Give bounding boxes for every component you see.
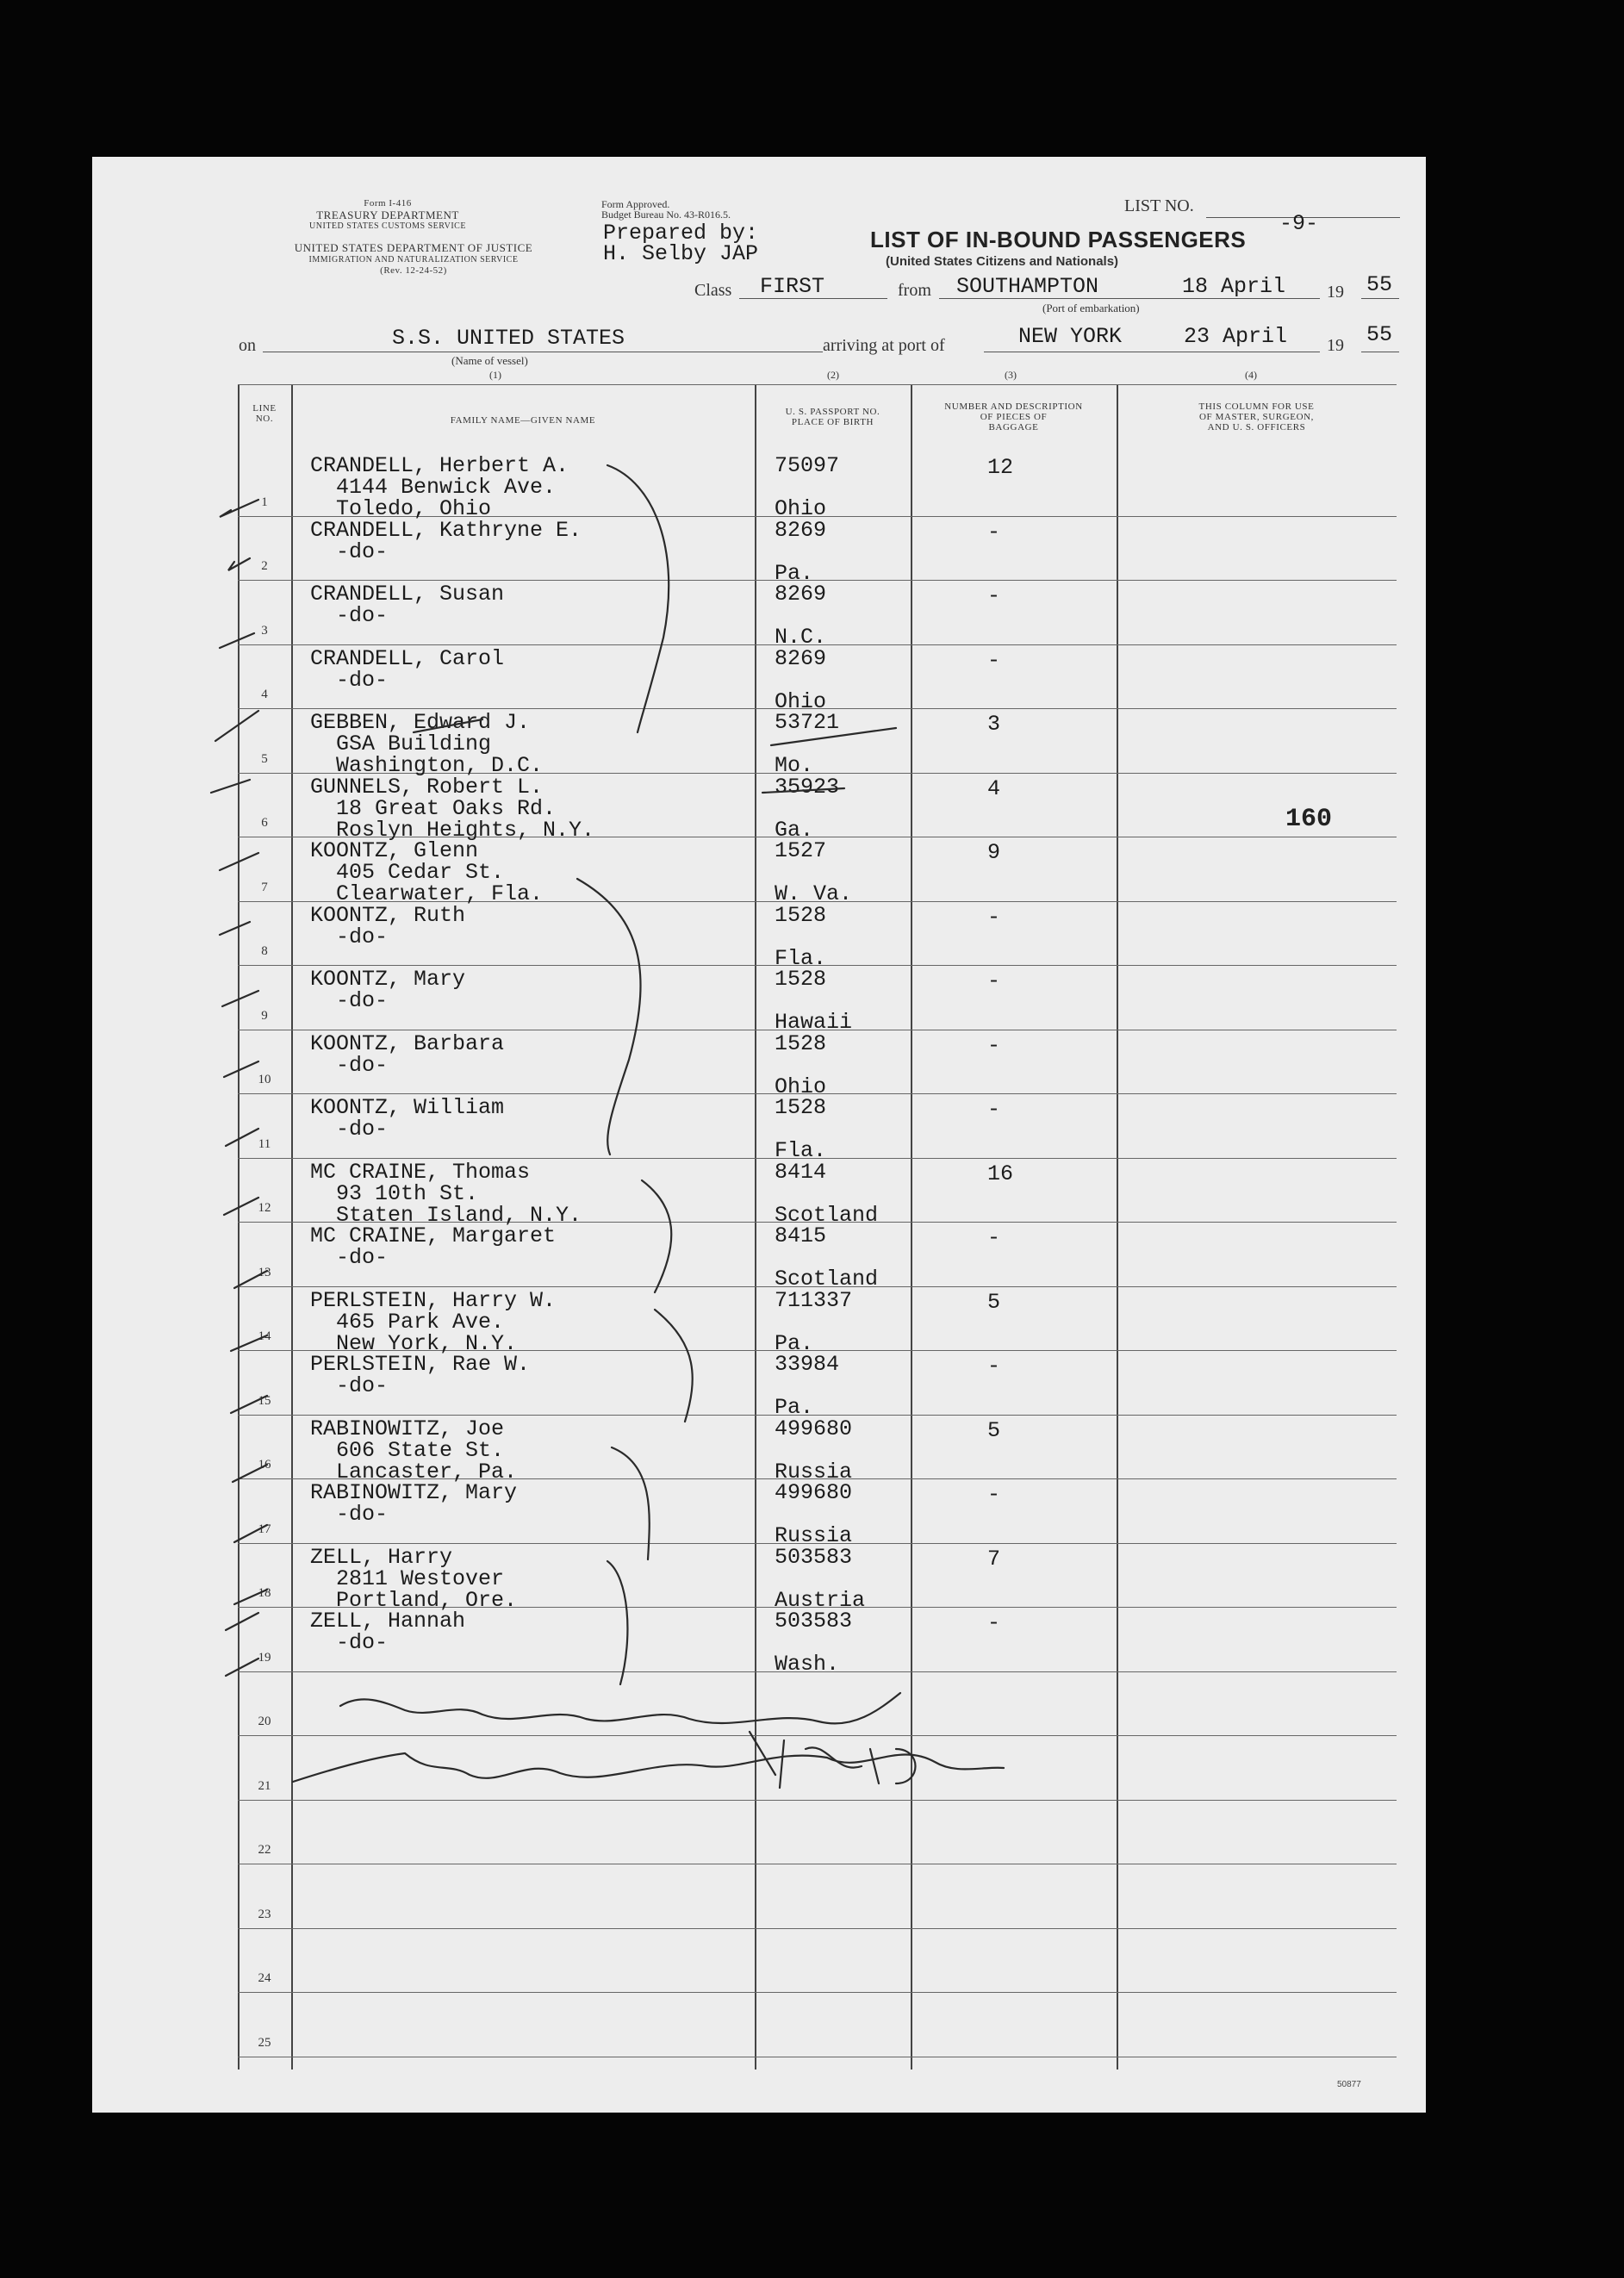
bracket-perlstein — [655, 1310, 693, 1422]
passport-and-birthplace: 1528 Hawaii — [775, 967, 853, 1035]
line-number: 17 — [258, 1522, 271, 1536]
col4-number: (4) — [1245, 369, 1257, 381]
vessel-caption: (Name of vessel) — [451, 354, 528, 367]
budget-bureau: Budget Bureau No. 43-R016.5. — [601, 209, 731, 221]
check-mark — [234, 1271, 267, 1288]
from-value: SOUTHAMPTON — [956, 274, 1099, 299]
passport-and-birthplace: 8415 Scotland — [775, 1223, 879, 1291]
dept-line-5: (Rev. 12-24-52) — [380, 265, 447, 276]
line-number: 9 — [261, 1008, 268, 1023]
check-mark — [226, 1659, 258, 1676]
form-number: Form I-416 — [364, 198, 412, 209]
baggage-count: - — [987, 1032, 1001, 1058]
line-number: 11 — [258, 1136, 271, 1151]
bracket-koontz — [577, 879, 641, 1155]
line-number: 21 — [258, 1778, 271, 1793]
passport-and-birthplace: 8414 Scotland — [775, 1159, 879, 1228]
form-approved: Form Approved. — [601, 198, 670, 210]
baggage-count: - — [987, 1354, 1001, 1379]
handwritten-signature — [293, 1753, 1004, 1782]
header-officers: THIS COLUMN FOR USE OF MASTER, SURGEON, AND U. S. OFFICERS — [1198, 401, 1315, 433]
col2-number: (2) — [827, 369, 839, 381]
line-number: 22 — [258, 1843, 271, 1857]
baggage-count: - — [987, 968, 1001, 993]
footer-code: 50877 — [1337, 2080, 1361, 2089]
passport-and-birthplace: 35923 Ga. — [775, 774, 840, 843]
header-name: FAMILY NAME—GIVEN NAME — [450, 415, 596, 426]
baggage-count: 7 — [987, 1546, 1001, 1572]
passport-and-birthplace: 1528 Fla. — [775, 902, 827, 971]
passenger-name: KOONTZ, Mary -do- — [310, 967, 466, 1013]
check-mark — [228, 558, 250, 570]
line-number: 16 — [258, 1458, 271, 1472]
line-number: 7 — [261, 880, 268, 894]
baggage-count: 16 — [987, 1161, 1014, 1186]
passport-and-birthplace: 53721 Mo. — [775, 710, 840, 778]
passport-and-birthplace: 503583 Wash. — [775, 1609, 853, 1677]
dept-line-4: IMMIGRATION AND NATURALIZATION SERVICE — [308, 255, 519, 265]
line-number: 2 — [261, 559, 268, 573]
header-line-no: LINE NO. — [252, 403, 277, 424]
check-mark — [224, 1061, 258, 1077]
check-mark — [226, 1129, 258, 1146]
check-mark — [215, 711, 258, 741]
strike-gunnels-passport — [762, 788, 844, 793]
line-number: 3 — [261, 623, 268, 638]
check-mark — [211, 780, 250, 793]
passenger-name: ZELL, Harry 2811 Westover Portland, Ore. — [310, 1544, 518, 1613]
dept-line-2: UNITED STATES CUSTOMS SERVICE — [309, 221, 466, 231]
page-subtitle: (United States Citizens and Nationals) — [886, 254, 1119, 269]
check-mark — [222, 991, 258, 1006]
passenger-name: RABINOWITZ, Mary -do- — [310, 1480, 518, 1527]
handwritten-note — [340, 1693, 900, 1723]
passenger-name: MC CRAINE, Margaret -do- — [310, 1223, 557, 1270]
check-mark — [220, 633, 254, 648]
arrival-year: 55 — [1366, 322, 1393, 347]
list-no-value: -9- — [1279, 211, 1319, 236]
check-mark — [234, 1590, 267, 1604]
line-number: 12 — [258, 1201, 271, 1215]
check-mark — [231, 1396, 267, 1413]
from-label: from — [898, 281, 931, 300]
line-number: 24 — [258, 1971, 271, 1985]
baggage-count: - — [987, 519, 1001, 545]
line-number: 8 — [261, 944, 268, 958]
passenger-name: PERLSTEIN, Rae W. -do- — [310, 1352, 531, 1398]
bracket-crandell — [607, 465, 669, 732]
passport-and-birthplace: 8269 N.C. — [775, 582, 827, 650]
bracket-mccraine — [642, 1180, 671, 1292]
passenger-name: GEBBEN, Edward J. GSA Building Washington, D.C. — [310, 710, 544, 778]
arriving-label: arriving at port of — [823, 336, 945, 355]
on-label: on — [239, 336, 256, 355]
passport-and-birthplace: 8269 Pa. — [775, 517, 827, 586]
embark-year-prefix: 19 — [1327, 283, 1344, 302]
class-label: Class — [694, 281, 732, 300]
prepared-by-label: Prepared by: — [603, 221, 759, 246]
baggage-count: - — [987, 1610, 1001, 1635]
passport-and-birthplace: 499680 Russia — [775, 1416, 853, 1484]
passenger-name: KOONTZ, Glenn 405 Cedar St. Clearwater, Fla. — [310, 838, 544, 906]
header-passport: U. S. PASSPORT NO. PLACE OF BIRTH — [785, 407, 880, 427]
list-no-label: LIST NO. — [1124, 196, 1194, 215]
line-number: 25 — [258, 2035, 271, 2050]
line-number: 14 — [258, 1329, 271, 1343]
baggage-count: 4 — [987, 775, 1001, 801]
line-number: 10 — [258, 1073, 271, 1086]
passenger-name: KOONTZ, Ruth -do- — [310, 902, 466, 949]
baggage-count: - — [987, 1097, 1001, 1122]
line-number: 15 — [258, 1393, 271, 1408]
page-title: LIST OF IN-BOUND PASSENGERS — [870, 227, 1247, 252]
passenger-name: CRANDELL, Herbert A. 4144 Benwick Ave. Toledo, Ohio — [310, 453, 569, 521]
embark-year: 55 — [1366, 272, 1393, 297]
passport-and-birthplace: 503583 Austria — [775, 1544, 866, 1613]
dept-line-1: TREASURY DEPARTMENT — [316, 209, 459, 221]
passport-and-birthplace: 33984 Pa. — [775, 1352, 840, 1420]
check-mark — [220, 500, 258, 517]
check-mark — [231, 1335, 267, 1351]
baggage-count: 9 — [987, 840, 1001, 865]
baggage-count: 3 — [987, 712, 1001, 737]
arrival-year-prefix: 19 — [1327, 336, 1344, 355]
bracket-rabinowitz — [612, 1447, 650, 1559]
baggage-count: - — [987, 647, 1001, 673]
passport-and-birthplace: 1528 Ohio — [775, 1030, 827, 1099]
passenger-name: GUNNELS, Robert L. 18 Great Oaks Rd. Roslyn Heights, N.Y. — [310, 774, 595, 843]
header-baggage: NUMBER AND DESCRIPTION OF PIECES OF BAGGAGE — [944, 401, 1083, 433]
baggage-count: - — [987, 583, 1001, 608]
baggage-count: 5 — [987, 1417, 1001, 1443]
check-mark — [220, 853, 258, 870]
line-number: 5 — [261, 751, 268, 766]
passenger-name: CRANDELL, Susan -do- — [310, 582, 505, 628]
prepared-by-value: H. Selby JAP — [603, 241, 759, 266]
embark-date: 18 April — [1182, 274, 1286, 299]
line-number: 20 — [258, 1715, 271, 1728]
passenger-name: KOONTZ, Barbara -do- — [310, 1030, 505, 1078]
arrival-date: 23 April — [1184, 324, 1288, 349]
arrival-port: NEW YORK — [1018, 324, 1123, 349]
passport-and-birthplace: 8269 Ohio — [775, 645, 827, 714]
strike-gebben — [414, 719, 482, 732]
passport-and-birthplace: 499680 Russia — [775, 1480, 853, 1548]
line-number: 1 — [261, 495, 268, 509]
passenger-name: PERLSTEIN, Harry W. 465 Park Ave. New York, N.Y. — [310, 1287, 557, 1356]
strike-gebben-passport — [771, 728, 896, 745]
bracket-zell — [607, 1561, 627, 1684]
class-value: FIRST — [760, 274, 825, 299]
baggage-count: - — [987, 1482, 1001, 1507]
passport-and-birthplace: 1527 W. Va. — [775, 838, 853, 906]
baggage-count: 12 — [987, 455, 1014, 480]
port-of-embarkation-caption: (Port of embarkation) — [1042, 302, 1140, 314]
stamp-number: 160 — [1285, 805, 1333, 834]
line-number: 6 — [261, 816, 268, 830]
dept-line-3: UNITED STATES DEPARTMENT OF JUSTICE — [294, 241, 533, 254]
check-mark — [233, 1465, 267, 1482]
line-number: 19 — [258, 1650, 271, 1665]
baggage-count: 5 — [987, 1289, 1001, 1315]
line-number: 4 — [261, 688, 268, 701]
check-mark — [220, 922, 250, 935]
passenger-name: CRANDELL, Kathryne E. -do- — [310, 517, 582, 564]
baggage-count: - — [987, 1225, 1001, 1250]
passenger-name: MC CRAINE, Thomas 93 10th St. Staten Island, N.Y. — [310, 1159, 582, 1228]
vessel-name: S.S. UNITED STATES — [392, 326, 625, 351]
passenger-name: KOONTZ, William -do- — [310, 1095, 505, 1142]
col1-number: (1) — [489, 369, 501, 381]
passenger-name: ZELL, Hannah -do- — [310, 1609, 466, 1655]
passport-and-birthplace: 1528 Fla. — [775, 1095, 827, 1163]
check-mark — [224, 1198, 258, 1215]
passenger-name: RABINOWITZ, Joe 606 State St. Lancaster, Pa. — [310, 1416, 518, 1484]
passport-and-birthplace: 75097 Ohio — [775, 453, 840, 521]
check-mark — [226, 1613, 258, 1630]
col3-number: (3) — [1005, 369, 1017, 381]
baggage-count: - — [987, 904, 1001, 930]
check-mark — [234, 1525, 267, 1542]
line-number: 23 — [258, 1907, 271, 1921]
passport-and-birthplace: 711337 Pa. — [775, 1287, 853, 1356]
line-number: 13 — [258, 1265, 271, 1279]
line-number: 18 — [258, 1586, 271, 1600]
passenger-name: CRANDELL, Carol -do- — [310, 645, 505, 693]
